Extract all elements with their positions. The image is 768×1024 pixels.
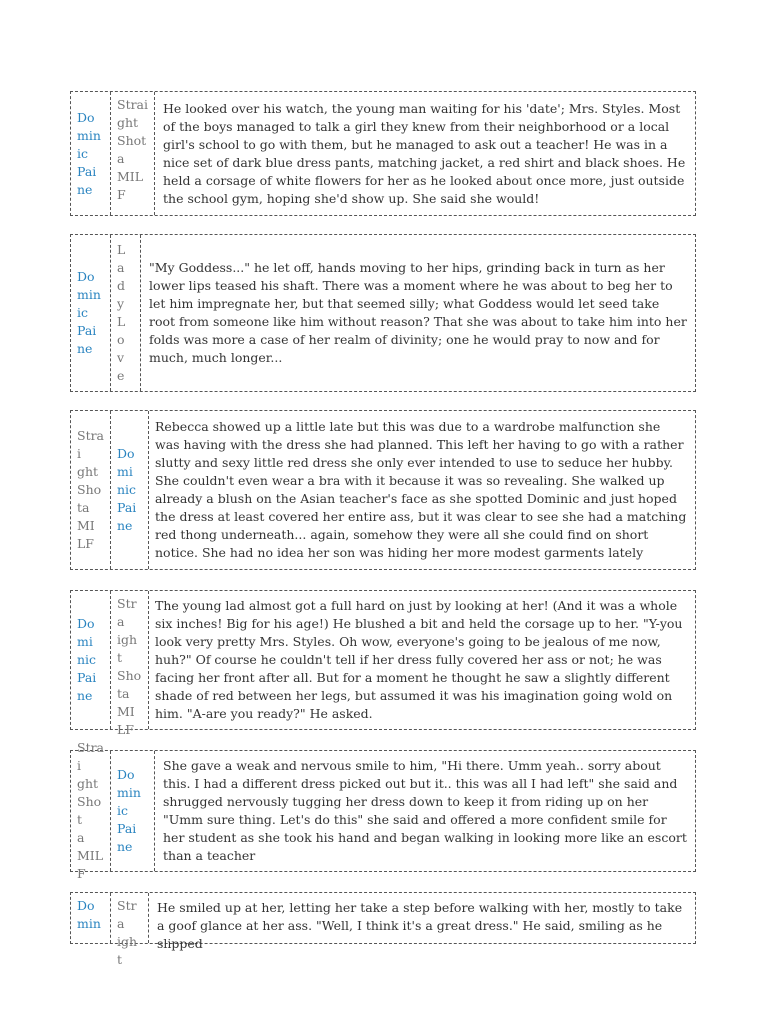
post-tag: Strai ght Shot a MIL F: [111, 92, 155, 215]
post-author: Do min: [71, 893, 111, 943]
post-3: [70, 410, 696, 570]
post-body: [155, 751, 695, 871]
post-body: [155, 92, 695, 215]
post-5: [70, 740, 696, 881]
post-text: She gave a weak and nervous smile to him, "Hi there. Umm yeah.. sorry about this. I had a different dress picked out but it.. this was all I had left" she said and shrugged nervously tugging her dress down to keep it from riding up on her "Umm sure thing. Let's do this" she said and offered a more confident smile for her student as she took his hand and began walking in looking more like an escort than a teacher: [163, 758, 687, 863]
post-tag: Stra ight Sho ta MI LF: [111, 591, 149, 729]
post-author: Do min ic Pai ne: [71, 92, 111, 215]
post-body: [149, 411, 695, 569]
post-4: [70, 590, 696, 737]
post-tag: Strai ght Shot a MIL F: [71, 751, 111, 871]
post-text: Rebecca showed up a little late but this was due to a wardrobe malfunction she was having with the dress she had planned. This left her having to go with a rather slutty and sexy little red dress she only ever intended to use to seduce her hubby. She couldn't even wear a bra with it because it was so revealing. She walked up already a blush on the Asian teacher's face as she spotted Dominic and just hoped the dress at least covered her entire ass, but it was clear to see she had a matching red thong underneath... again, somehow they were all she could find on short notice. She had no idea her son was hiding her more modest garments lately: [155, 419, 687, 560]
post-2: [70, 234, 696, 392]
post-tag: Stra ight: [111, 893, 149, 943]
post-body: [141, 235, 695, 391]
post-text: "My Goddess..." he let off, hands moving to her hips, grinding back in turn as her lower lips teased his shaft. There was a moment where he was about to beg her to let him impregnate her, but that seemed silly; what Goddess would let seed take root from someone like him without reason? That she was about to take him into her folds was more a case of her realm of divinity; one he would pray to now and for much, much longer...: [149, 260, 687, 365]
post-6: [70, 892, 696, 967]
post-tag: L a d y L o v e: [111, 235, 141, 391]
post-author: Do min ic Pai ne: [71, 235, 111, 391]
post-author: Do mi nic Pai ne: [111, 411, 149, 569]
post-tag: Strai ght Sho ta MI LF: [71, 411, 111, 569]
post-1: [70, 91, 696, 216]
post-text: He looked over his watch, the young man waiting for his 'date'; Mrs. Styles. Most of the boys managed to talk a girl they knew from their neighborhood or a local girl's school to go with them, but he managed to ask out a teacher! He was in a nice set of dark blue dress pants, matching jacket, a red shirt and black shoes. He held a corsage of white flowers for her as he looked about once more, just outside the school gym, hoping she'd show up. She said she would!: [163, 100, 686, 206]
post-text: The young lad almost got a full hard on just by looking at her! (And it was a whole six inches! Big for his age!) He blushed a bit and held the corsage up to her. "Y-you look very pretty Mrs. Styles. Oh wow, everyone's going to be jealous of me now, huh?" Of course he couldn't tell if her dress fully covered her ass or not; he was facing her front after all. But for a moment he thought he saw a slightly different shade of red between her legs, but assumed it was his imagination going wold on him. "A-are you ready?" He asked.: [155, 598, 683, 721]
post-author: Do mi nic Pai ne: [71, 591, 111, 729]
post-body: [149, 591, 695, 729]
post-body: [149, 893, 695, 951]
post-text: He smiled up at her, letting her take a step before walking with her, mostly to take a goof glance at her ass. "Well, I think it's a great dress." He said, smiling as he slipped: [157, 900, 683, 951]
post-author: Do min ic Pai ne: [111, 751, 155, 871]
